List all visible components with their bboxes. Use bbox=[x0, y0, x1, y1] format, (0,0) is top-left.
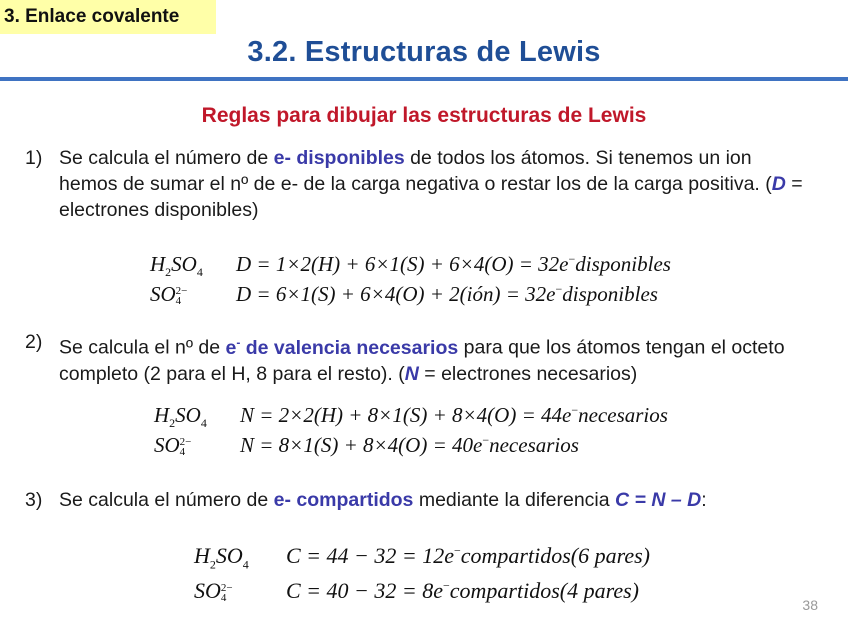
equation: C = 40 − 32 = 8e−compartidos(4 pares) bbox=[286, 578, 639, 603]
rule-text: Se calcula el número de e- disponibles de todos los átomos. Si tenemos un ion hemos de sumar el nº de e- de la carga negativa o restar los de la carga positiva. (D = electrones disponibles) bbox=[59, 147, 803, 221]
equation: D = 6×1(S) + 6×4(O) + 2(ión) = 32e−disponibles bbox=[236, 282, 658, 306]
highlight-symbol: N bbox=[404, 362, 419, 385]
formula: $H_2SO_4$ bbox=[150, 252, 203, 280]
highlight-term: e- de valencia necesarios bbox=[225, 335, 459, 359]
rule-3 bbox=[25, 487, 815, 513]
rule-number: 1) bbox=[25, 147, 43, 169]
rule-text: Se calcula el nº de e- de valencia necesarios para que los átomos tengan el octeto completo (2 para el H, 8 para el resto). (N = electrones necesarios) bbox=[59, 335, 785, 385]
formula: SO 2− 4 bbox=[194, 578, 233, 604]
formula: SO 2− 4 bbox=[154, 433, 192, 459]
rule-number: 2) bbox=[25, 331, 43, 353]
highlight-symbol: D bbox=[771, 173, 786, 195]
title-divider bbox=[0, 77, 848, 81]
equation: D = 1×2(H) + 6×1(S) + 6×4(O) = 32e−disponibles bbox=[236, 252, 671, 276]
formula: $H_2SO_4$ bbox=[154, 403, 207, 431]
formula: SO 2− 4 bbox=[150, 282, 188, 308]
highlight-term: e- compartidos bbox=[273, 489, 414, 511]
rule-number: 3) bbox=[25, 489, 43, 511]
rule-1 bbox=[25, 145, 815, 223]
section-tag: 3. Enlace covalente bbox=[0, 0, 216, 34]
equation: N = 8×1(S) + 8×4(O) = 40e−necesarios bbox=[240, 433, 579, 457]
page-number: 38 bbox=[802, 597, 818, 613]
equation: C = 44 − 32 = 12e−compartidos(6 pares) bbox=[286, 543, 650, 568]
highlight-term: e- disponibles bbox=[273, 147, 405, 169]
slide-title: 3.2. Estructuras de Lewis bbox=[247, 36, 601, 68]
rule-text: Se calcula el número de e- compartidos mediante la diferencia C = N – D: bbox=[59, 489, 707, 511]
formula: $H_2SO_4$ bbox=[194, 543, 249, 572]
rule-2 bbox=[25, 329, 815, 387]
equation: N = 2×2(H) + 8×1(S) + 8×4(O) = 44e−necesarios bbox=[240, 403, 668, 427]
highlight-symbol: C = N – D bbox=[615, 489, 702, 511]
rules-subtitle: Reglas para dibujar las estructuras de Lewis bbox=[201, 104, 647, 127]
